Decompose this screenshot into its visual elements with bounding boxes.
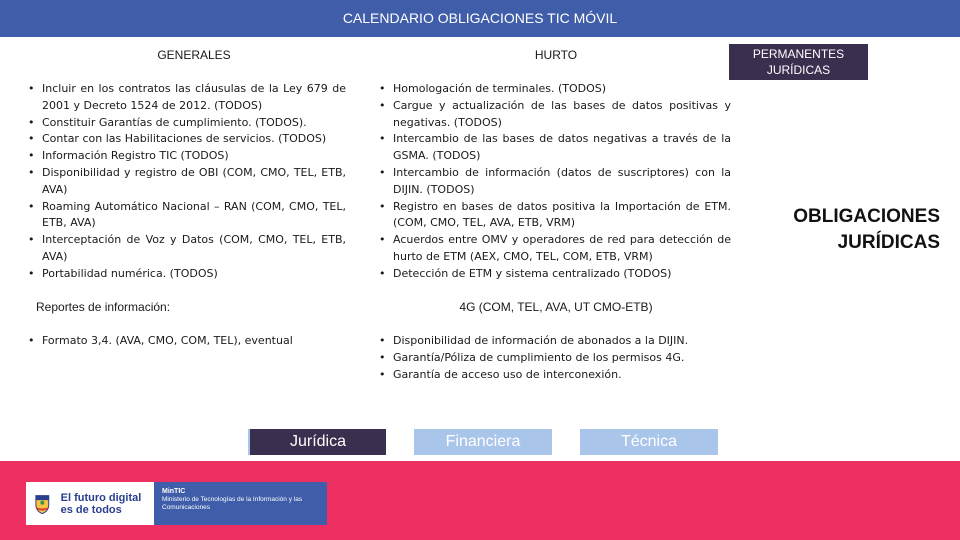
ministry-block xyxy=(154,482,327,525)
tab-financiera[interactable]: Financiera xyxy=(414,429,552,455)
reportes-label: Reportes de información: xyxy=(36,300,171,314)
hurto-list xyxy=(377,81,731,283)
list-item: • Garantía de acceso uso de interconexión. xyxy=(377,367,731,384)
slogan-block xyxy=(26,482,154,525)
list-item: • Registro en bases de datos positiva la Importación de ETM. (COM, CMO, TEL, AVA, ETB, VRM) xyxy=(377,199,731,233)
tab-juridica[interactable]: Jurídica xyxy=(248,429,386,455)
list-item: • Formato 3,4. (AVA, CMO, COM, TEL), eventual xyxy=(26,333,346,350)
tab-tecnica[interactable]: Técnica xyxy=(580,429,718,455)
list-item: • Homologación de terminales. (TODOS) xyxy=(377,81,731,98)
list-item: • Cargue y actualización de las bases de datos positivas y negativas. (TODOS) xyxy=(377,98,731,132)
generales-title: GENERALES xyxy=(157,48,231,62)
list-item: • Interceptación de Voz y Datos (COM, CMO, TEL, ETB, AVA) xyxy=(26,232,346,266)
page-title: CALENDARIO OBLIGACIONES TIC MÓVIL xyxy=(342,10,618,26)
hurto-title: HURTO xyxy=(534,48,578,62)
government-logo xyxy=(26,482,327,525)
list-item: • Información Registro TIC (TODOS) xyxy=(26,148,346,165)
coat-of-arms-icon xyxy=(32,487,53,521)
list-item: • Constituir Garantías de cumplimiento. (TODOS). xyxy=(26,115,346,132)
list-item: • Garantía/Póliza de cumplimiento de los permisos 4G. xyxy=(377,350,731,367)
list-item: • Incluir en los contratos las cláusulas de la Ley 679 de 2001 y Decreto 1524 de 2012. (TODOS) xyxy=(26,81,346,115)
generales-list xyxy=(26,81,346,283)
list-item: • Disponibilidad y registro de OBI (COM, CMO, TEL, ETB, AVA) xyxy=(26,165,346,199)
obligaciones-juridicas-title: OBLIGACIONES JURÍDICAS xyxy=(793,206,940,253)
list-item: • Disponibilidad de información de abonados a la DIJIN. xyxy=(377,333,731,350)
permanentes-juridicas-box xyxy=(729,44,868,80)
permanentes-juridicas-label: PERMANENTES JURÍDICAS xyxy=(752,47,845,77)
list-item: • Intercambio de información (datos de suscriptores) con la DIJIN. (TODOS) xyxy=(377,165,731,199)
mintic-brand: MinTIC xyxy=(162,488,186,495)
list-item: • Intercambio de las bases de datos negativas a través de la GSMA. (TODOS) xyxy=(377,131,731,165)
page-header xyxy=(0,0,960,37)
cuatro-g-label: 4G (COM, TEL, AVA, UT CMO-ETB) xyxy=(459,300,653,314)
list-item: • Contar con las Habilitaciones de servicios. (TODOS) xyxy=(26,131,346,148)
list-item: • Acuerdos entre OMV y operadores de red para detección de hurto de ETM (AEX, CMO, TEL, COM, ETB, VRM) xyxy=(377,232,731,266)
list-item: • Detección de ETM y sistema centralizado (TODOS) xyxy=(377,266,731,283)
reportes-list xyxy=(26,333,346,350)
list-item: • Portabilidad numérica. (TODOS) xyxy=(26,266,346,283)
cuatro-g-list xyxy=(377,333,731,383)
list-item: • Roaming Automático Nacional – RAN (COM, CMO, TEL, ETB, AVA) xyxy=(26,199,346,233)
ministry-name: Ministerio de Tecnologías de la Información y las Comunicaciones xyxy=(162,496,303,511)
slogan-text: El futuro digital es de todos xyxy=(60,491,142,516)
